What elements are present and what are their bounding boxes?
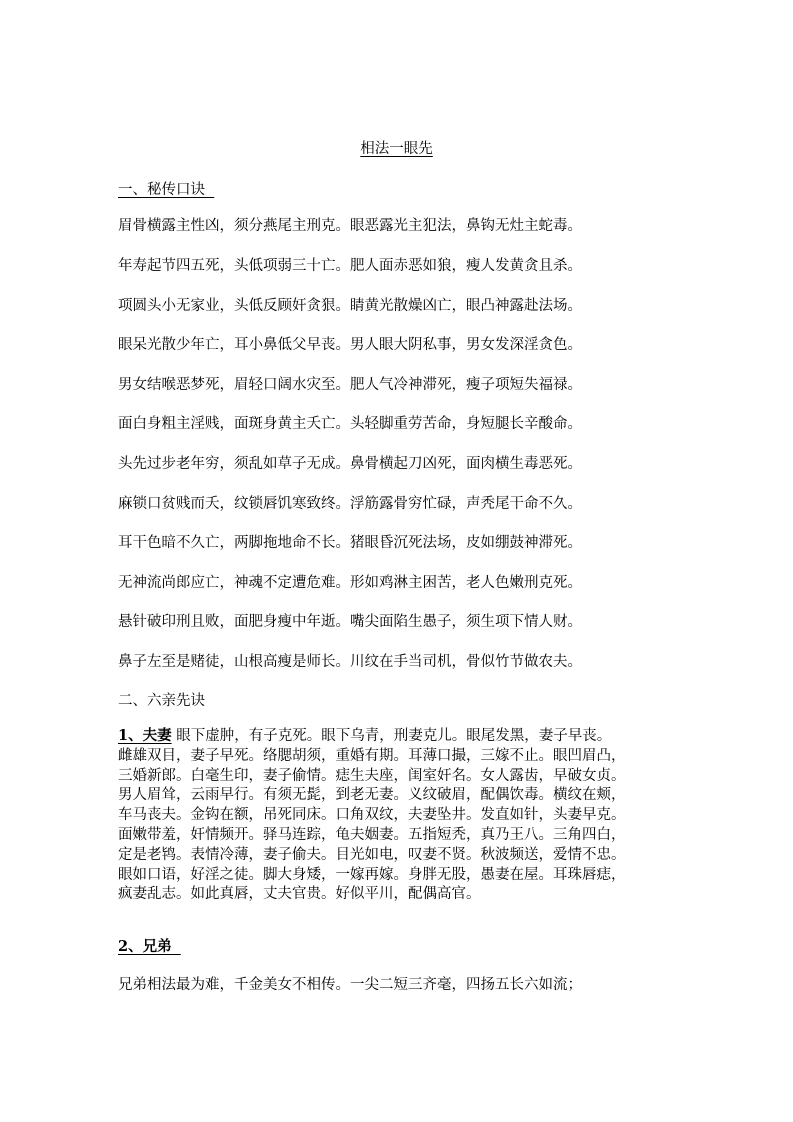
subsection-label-brothers: 2、兄弟	[118, 938, 172, 955]
paragraph-line: 疯妻乱志。如此真唇，丈夫官贵。好似平川，配偶高官。	[118, 886, 481, 903]
verse-line: 眼呆光散少年亡，耳小鼻低父早丧。男人眼大阴私事，男女发深淫贪色。	[118, 337, 582, 353]
paragraph-line: 定是老鸨。表情冷薄，妻子偷夫。目光如电，叹妻不贤。秋波频送，爱情不忠。	[118, 846, 626, 863]
section-heading-secret-formula	[118, 178, 214, 199]
paragraph-line: 眼如口语，好淫之徒。脚大身矮，一嫁再嫁。身胖无股，愚妻在屋。耳珠唇痣，	[118, 866, 626, 883]
verse-line: 项圆头小无家业，头低反顾奸贪狠。睛黄光散燥凶亡，眼凸神露赴法场。	[118, 298, 582, 314]
verse-line: 面白身粗主淫贱，面斑身黄主夭亡。头轻脚重劳苦命，身短腿长辛酸命。	[118, 416, 582, 432]
spouse-first-line	[118, 726, 688, 747]
verse-line: 眉骨横露主性凶，须分燕尾主刑克。眼恶露光主犯法，鼻钩无灶主蛇毒。	[118, 218, 582, 234]
section-heading-label: 一、秘传口诀	[118, 182, 205, 198]
document-title: 相法一眼先	[360, 141, 433, 157]
subsection-label-spouse: 1、夫妻	[118, 727, 172, 744]
paragraph-line: 男人眉耸，云雨早行。有须无髭，到老无妻。义纹破眉，配偶饮毒。横纹在颊，	[118, 787, 626, 804]
spouse-paragraph	[118, 726, 688, 905]
verse-line: 头先过步老年穷，须乱如草子无成。鼻骨横起刀凶死，面肉横生毒恶死。	[118, 456, 582, 472]
brothers-line: 兄弟相法最为难，千金美女不相传。一尖二短三齐毫，四扬五长六如流；	[118, 977, 582, 993]
verse-line: 无神流尚郎应亡，神魂不定遭危难。形如鸡淋主困苦，老人色嫩刑克死。	[118, 575, 582, 591]
subsection-heading-brothers	[118, 935, 181, 956]
paragraph-line: 雌雄双目，妻子早死。络腮胡须，重婚有期。耳薄口撮，三嫁不止。眼凹眉凸，	[118, 747, 626, 764]
verse-line: 鼻子左至是赌徒，山根高瘦是师长。川纹在手当司机，骨似竹节做农夫。	[118, 654, 582, 670]
verse-line: 年寿起节四五死，头低项弱三十亡。肥人面赤恶如狼，瘦人发黄贪且杀。	[118, 258, 582, 274]
verse-line: 麻锁口贫贱而夭，纹锁唇饥寒致终。浮筋露骨穷忙碌，声秃尾干命不久。	[118, 496, 582, 512]
section-heading-six-relatives: 二、六亲先诀	[118, 693, 205, 709]
verse-line: 耳干色暗不久亡，两脚拖地命不长。猪眼昏沉死法场，皮如绷鼓神滞死。	[118, 535, 582, 551]
verse-line: 悬针破印刑且败，面肥身瘦中年逝。嘴尖面陷生愚子，须生项下情人财。	[118, 614, 582, 630]
verse-line: 男女结喉恶梦死，眉轻口阔水灾至。肥人气冷神滞死，瘦子项短失福禄。	[118, 377, 582, 393]
paragraph-line: 三婚新郎。白毫生印，妻子偷情。痣生夫座，闺室奸名。女人露齿，早破女贞。	[118, 767, 626, 784]
paragraph-line: 眼下虚肿，有子克死。眼下乌青，刑妻克儿。眼尾发黑，妻子早丧。	[171, 728, 612, 744]
paragraph-line: 车马丧夫。金钩在额，吊死同床。口角双纹，夫妻坠井。发直如针，头妻早克。	[118, 807, 626, 824]
paragraph-line: 面嫩带羞，奸情频开。驿马连踪，龟夫姻妻。五指短秃，真乃王八。三角四白，	[118, 826, 626, 843]
